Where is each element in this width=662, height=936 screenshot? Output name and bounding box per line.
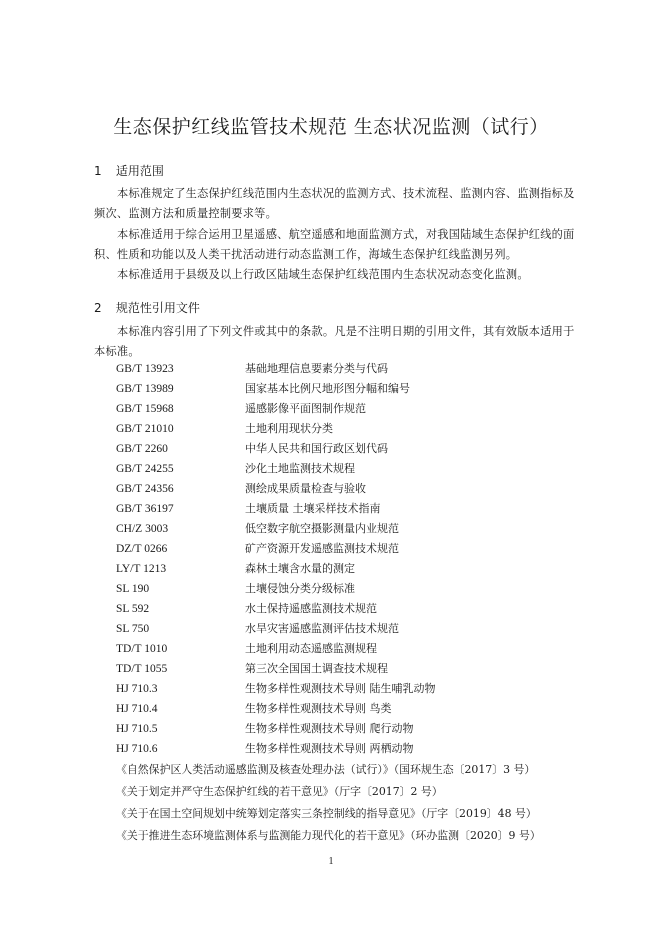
policy-document: 《关于在国土空间规划中统筹划定落实三条控制线的指导意见》（厅字〔2019〕48 号） xyxy=(116,807,537,820)
reference-name: 遥感影像平面图制作规范 xyxy=(245,402,366,415)
section-title: 适用范围 xyxy=(115,164,164,178)
reference-name: 测绘成果质量检查与验收 xyxy=(245,482,366,495)
reference-name: 基础地理信息要素分类与代码 xyxy=(245,362,388,375)
reference-code: DZ/T 0266 xyxy=(116,543,168,555)
reference-name: 土地利用现状分类 xyxy=(245,422,333,435)
reference-code: SL 190 xyxy=(116,583,150,595)
reference-code: GB/T 2260 xyxy=(116,443,168,455)
policy-document: 《关于推进生态环境监测体系与监测能力现代化的若干意见》（环办监测〔2020〕9 号） xyxy=(116,829,541,842)
reference-code: SL 592 xyxy=(116,603,150,615)
reference-code: HJ 710.3 xyxy=(116,683,158,695)
section-heading-1 xyxy=(94,162,164,179)
reference-name: 国家基本比例尺地形图分幅和编号 xyxy=(245,382,410,395)
reference-code: GB/T 15968 xyxy=(116,403,174,415)
policy-document: 《关于划定并严守生态保护红线的若干意见》（厅字〔2017〕2 号） xyxy=(116,785,443,798)
reference-name: 生物多样性观测技术导则 爬行动物 xyxy=(245,722,414,735)
paragraph: 本标准内容引用了下列文件或其中的条款。凡是不注明日期的引用文件，其有效版本适用于本标准。 xyxy=(94,325,575,358)
section-title: 规范性引用文件 xyxy=(115,301,200,315)
reference-code: GB/T 36197 xyxy=(116,503,174,515)
reference-name: 低空数字航空摄影测量内业规范 xyxy=(245,522,399,535)
reference-code: GB/T 24356 xyxy=(116,483,174,495)
policy-document: 《自然保护区人类活动遥感监测及核查处理办法（试行）》（国环规生态〔2017〕3 号） xyxy=(116,763,536,776)
reference-code: GB/T 13989 xyxy=(116,383,174,395)
reference-name: 生物多样性观测技术导则 两栖动物 xyxy=(245,742,414,755)
reference-code: CH/Z 3003 xyxy=(116,523,169,535)
reference-name: 中华人民共和国行政区划代码 xyxy=(245,442,388,455)
reference-code: TD/T 1055 xyxy=(116,663,168,675)
reference-code: GB/T 21010 xyxy=(116,423,174,435)
reference-code: HJ 710.5 xyxy=(116,723,158,735)
reference-code: HJ 710.6 xyxy=(116,743,158,755)
section-heading-2 xyxy=(94,299,200,316)
reference-code: HJ 710.4 xyxy=(116,703,158,715)
reference-name: 矿产资源开发遥感监测技术规范 xyxy=(245,542,399,555)
reference-code: SL 750 xyxy=(116,623,150,635)
paragraph: 本标准适用于综合运用卫星遥感、航空遥感和地面监测方式，对我国陆域生态保护红线的面积、性质和功能以及人类干扰活动进行动态监测工作，海域生态保护红线监测另列。 xyxy=(94,228,575,261)
page-number: 1 xyxy=(328,856,334,867)
reference-name: 生物多样性观测技术导则 鸟类 xyxy=(245,702,392,715)
document-title: 生态保护红线监管技术规范 生态状况监测（试行） xyxy=(113,116,549,138)
reference-name: 第三次全国国土调查技术规程 xyxy=(245,662,388,675)
reference-name: 生物多样性观测技术导则 陆生哺乳动物 xyxy=(245,682,436,695)
reference-name: 森林土壤含水量的测定 xyxy=(245,562,355,575)
reference-code: LY/T 1213 xyxy=(116,563,167,575)
reference-name: 水土保持遥感监测技术规范 xyxy=(245,602,377,615)
section-number: 1 xyxy=(94,164,102,178)
reference-name: 土壤质量 土壤采样技术指南 xyxy=(245,502,381,515)
reference-code: GB/T 24255 xyxy=(116,463,174,475)
reference-name: 土壤侵蚀分类分级标准 xyxy=(245,582,355,595)
section-number: 2 xyxy=(94,301,102,315)
reference-name: 水旱灾害遥感监测评估技术规范 xyxy=(245,622,399,635)
reference-code: TD/T 1010 xyxy=(116,643,168,655)
reference-code: GB/T 13923 xyxy=(116,363,174,375)
reference-name: 沙化土地监测技术规程 xyxy=(245,462,355,475)
paragraph: 本标准规定了生态保护红线范围内生态状况的监测方式、技术流程、监测内容、监测指标及频次、监测方法和质量控制要求等。 xyxy=(94,187,575,220)
reference-name: 土地利用动态遥感监测规程 xyxy=(245,642,377,655)
paragraph: 本标准适用于县级及以上行政区陆域生态保护红线范围内生态状况动态变化监测。 xyxy=(117,268,529,281)
document-list xyxy=(116,759,541,847)
